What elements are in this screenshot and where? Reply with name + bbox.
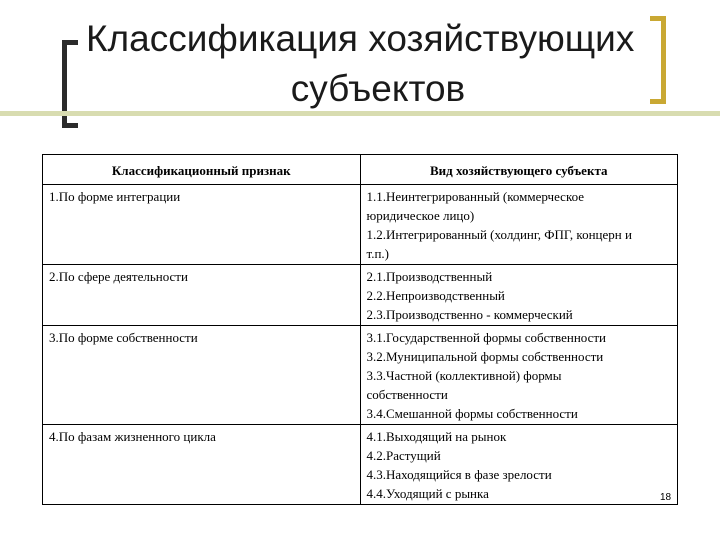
type-line: 4.2.Растущий bbox=[366, 448, 441, 463]
type-line: 1.2.Интегрированный (холдинг, ФПГ, концерн и bbox=[366, 227, 632, 242]
criterion-cell: 2.По сфере деятельности bbox=[43, 265, 361, 326]
type-line: 3.3.Частной (коллективной) формы bbox=[366, 368, 562, 383]
type-line: 1.1.Неинтегрированный (коммерческое bbox=[366, 189, 585, 204]
type-line: юридическое лицо) bbox=[366, 208, 475, 223]
types-cell bbox=[360, 185, 678, 265]
type-line: 4.1.Выходящий на рынок bbox=[366, 429, 507, 444]
type-line: 3.4.Смешанной формы собственности bbox=[366, 406, 578, 421]
types-cell bbox=[360, 326, 678, 425]
type-line: собственности bbox=[366, 387, 448, 402]
type-line: 4.3.Находящийся в фазе зрелости bbox=[366, 467, 552, 482]
type-line: 3.2.Муниципальной формы собственности bbox=[366, 349, 604, 364]
criterion-cell: 3.По форме собственности bbox=[43, 326, 361, 425]
type-line: 2.3.Производственно - коммерческий bbox=[366, 307, 573, 322]
slide-title-line-2: субъектов bbox=[290, 68, 466, 109]
table-row bbox=[43, 265, 678, 326]
table-row bbox=[43, 326, 678, 425]
table-row bbox=[43, 425, 678, 505]
slide-title-line-1: Классификация хозяйствующих bbox=[86, 18, 635, 59]
types-cell bbox=[360, 265, 678, 326]
table-header-row bbox=[43, 155, 678, 185]
table-row bbox=[43, 185, 678, 265]
criterion-cell: 1.По форме интеграции bbox=[43, 185, 361, 265]
column-header-criterion: Классификационный признак bbox=[43, 155, 361, 185]
types-cell bbox=[360, 425, 678, 505]
type-line: т.п.) bbox=[366, 246, 389, 261]
classification-table bbox=[42, 154, 678, 505]
type-line: 2.2.Непроизводственный bbox=[366, 288, 505, 303]
type-line: 4.4.Уходящий с рынка bbox=[366, 486, 489, 501]
criterion-cell: 4.По фазам жизненного цикла bbox=[43, 425, 361, 505]
type-line: 3.1.Государственной формы собственности bbox=[366, 330, 607, 345]
column-header-type: Вид хозяйствующего субъекта bbox=[360, 155, 678, 185]
page-number: 18 bbox=[660, 492, 672, 503]
type-line: 2.1.Производственный bbox=[366, 269, 493, 284]
slide-title bbox=[78, 14, 678, 114]
